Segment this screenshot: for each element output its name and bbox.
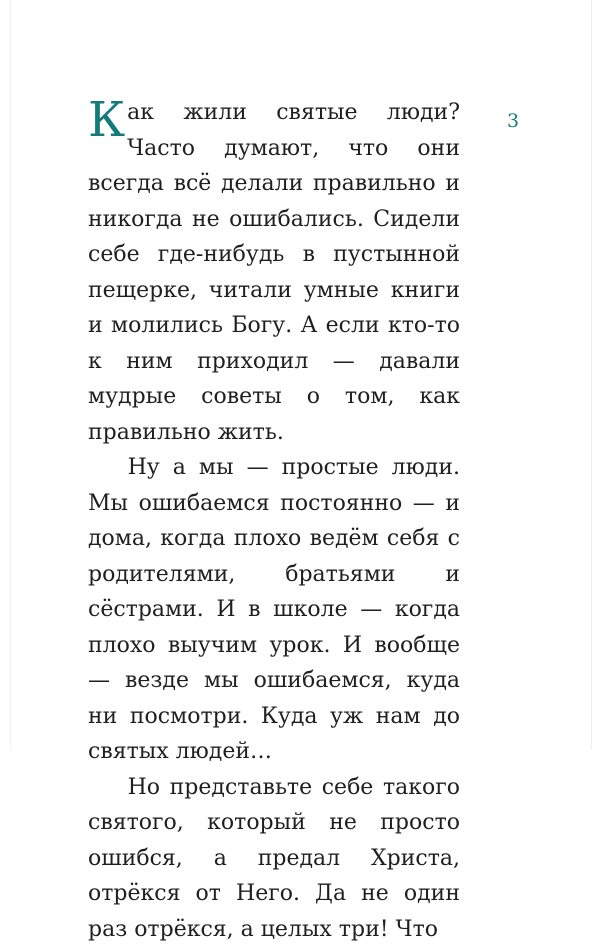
paragraph-1-text: ак жили святые люди? Часто думают, что они всегда всё делали правильно и никогда не ошибались. Сидели себе где-нибудь в пустынной пещерке, читали умные книги и молились Богу. А если кто-то к ним приходил — давали мудрые советы о том, как правильно жить. xyxy=(88,100,460,445)
page-number: 3 xyxy=(507,110,519,132)
paragraph-3: Но представьте себе такого святого, который не просто ошибся, а предал Христа, отрёкся от Него. Да не один раз отрёкся, а целых три! Что xyxy=(88,770,460,947)
paragraph-1 xyxy=(88,95,460,450)
paragraph-2: Ну а мы — простые люди. Мы ошибаемся постоянно — и дома, когда плохо ведём себя с родителями, братьями и сёстрами. И в школе — когда плохо выучим урок. И вообще — везде мы ошибаемся, куда ни посмотри. Куда уж нам до святых людей… xyxy=(88,450,460,770)
drop-cap: К xyxy=(88,99,125,141)
book-page xyxy=(10,0,592,750)
body-text xyxy=(88,95,460,947)
